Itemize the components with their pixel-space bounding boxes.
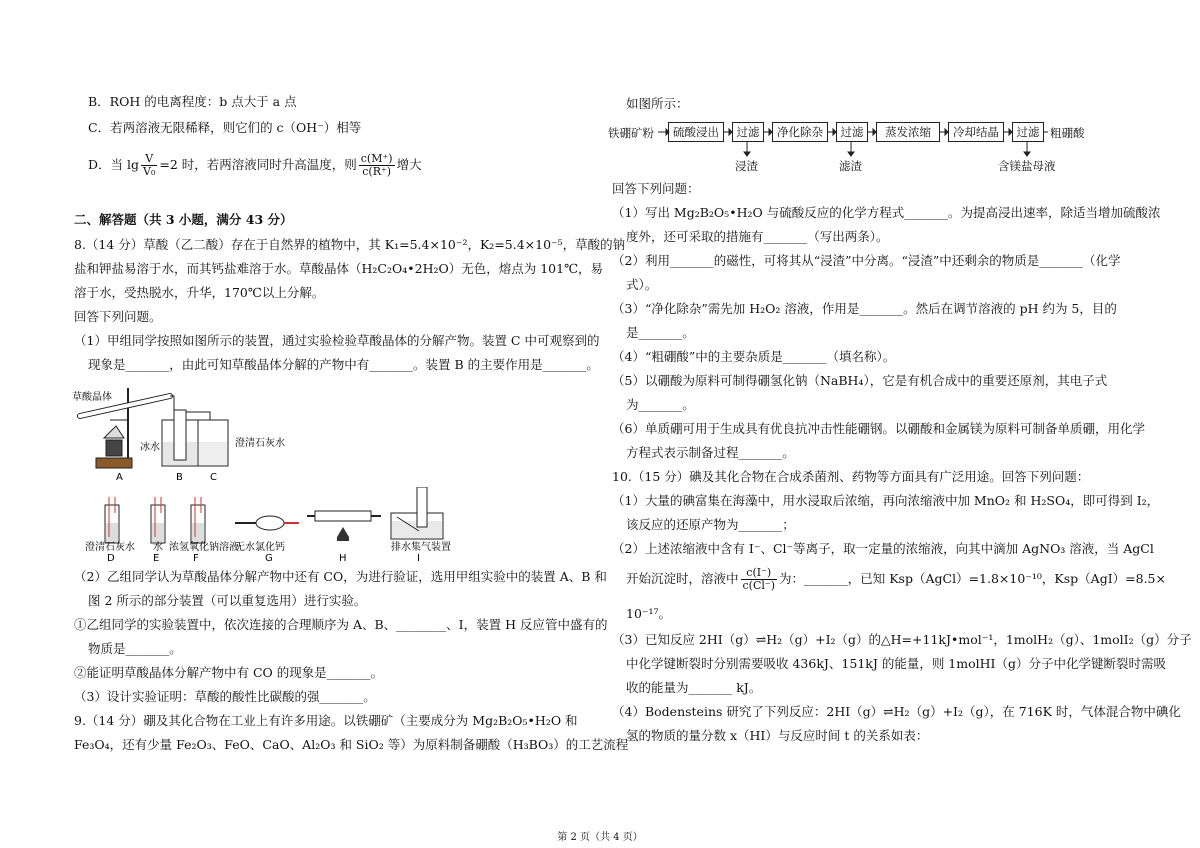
svg-text:D: D [107,553,115,564]
svg-text:排水集气装置: 排水集气装置 [391,542,451,553]
svg-text:澄清石灰水: 澄清石灰水 [85,542,135,553]
q9-part2-line-2: 式）。 [626,277,658,292]
page-footer: 第 2 页（共 4 页） [557,832,643,843]
q8-part2-line-3: ①乙组同学的实验装置中，依次连接的合理顺序为 A、B、________、I，装置 H 反应管中盛有的 [74,617,608,632]
svg-text:I: I [417,553,420,564]
q9-part6-line-1: （6）单质硼可用于生成具有优良抗冲击性能硼钢。以硼酸和金属镁为原料可制备单质硼，用化学 [612,421,1145,436]
q8-part2-line-2: 图 2 所示的部分装置（可以重复选用）进行实验。 [88,593,367,608]
q9-part3-line-1: （3）“净化除杂”需先加 H₂O₂ 溶液，作用是_______。然后在调节溶液的 pH 约为 5，目的 [612,301,1117,316]
q8-part2-line-5: ②能证明草酸晶体分解产物中有 CO 的现象是_______。 [74,665,384,680]
flow-step-filter-1: 过滤 [732,122,764,142]
flow-out-mother-liquor: 含镁盐母液 [998,159,1056,173]
flow-step-leach: 硫酸浸出 [668,122,724,142]
q8-part2-line-4: 物质是_______。 [88,641,182,656]
q9-part1-line-1: （1）写出 Mg₂B₂O₅•H₂O 与硫酸反应的化学方程式_______。为提高浸出速率，除适当增加硫酸浓 [612,205,1161,220]
flow-end: 粗硼酸 [1050,126,1085,140]
section-heading: 二、解答题（共 3 小题，满分 43 分） [74,212,293,227]
q9-part6-line-2: 方程式表示制备过程_______。 [626,445,795,460]
option-b: B．ROH 的电离程度：b 点大于 a 点 [88,94,297,109]
svg-text:G: G [265,553,273,564]
q8-line-4: 回答下列问题。 [74,309,162,324]
apparatus-figure-2 [85,487,465,565]
q8-line-3: 溶于水，受热脱水，升华，170℃以上分解。 [74,285,325,300]
flow-step-crystallize: 冷却结晶 [948,122,1004,142]
q9-line-2: Fe₃O₄，还有少量 Fe₂O₃、FeO、CaO、Al₂O₃ 和 SiO₂ 等）为原料制备硼酸（H₃BO₃）的工艺流程 [74,737,629,752]
q9-part3-line-2: 是_______。 [626,325,695,340]
q9-part5-line-1: （5）以硼酸为原料可制得硼氢化钠（NaBH₄），它是有机合成中的重要还原剂，其电子式 [612,373,1108,388]
q10-part2-line-3: 10⁻¹⁷。 [626,606,672,621]
flow-start: 铁硼矿粉 [608,126,654,140]
flow-intro: 如图所示： [626,96,689,111]
q10-part3-line-1: （3）已知反应 2HI（g）⇌H₂（g）+I₂（g）的△H=+11kJ•mol⁻¹，1molH₂（g）、1molI₂（g）分子 [612,632,1192,647]
flow-arrows [608,122,1048,172]
process-flowchart [608,122,1056,173]
q10-line-1: 10.（15 分）碘及其化合物在合成杀菌剂、药物等方面具有广泛用途。回答下列问题： [612,469,1090,484]
flow-step-filter-3: 过滤 [1012,122,1044,142]
q10-part3-line-2: 中化学键断裂时分别需要吸收 436kJ、151kJ 的能量，则 1molHI（g）分子中化学键断裂时需吸 [626,656,1166,671]
svg-text:澄清石灰水: 澄清石灰水 [235,438,285,449]
svg-text:无水氯化钙: 无水氯化钙 [235,542,285,553]
q10-part3-line-3: 收的能量为_______ kJ。 [626,680,762,695]
svg-text:C: C [210,472,217,483]
svg-text:浓氢氧化钠溶液: 浓氢氧化钠溶液 [169,542,239,553]
flow-out-filter-residue: 滤渣 [839,159,862,173]
svg-text:冰水: 冰水 [140,442,160,453]
q8-part3: （3）设计实验证明：草酸的酸性比碳酸的强_______。 [74,689,376,704]
q9-part1-line-2: 度外，还可采取的措施有_______（写出两条）。 [626,229,889,244]
flow-out-residue: 浸渣 [735,159,758,173]
q8-part1-line-1: （1）甲组同学按照如图所示的装置，通过实验检验草酸晶体的分解产物。装置 C 中可观察到的 [74,333,600,348]
apparatus-figure-1 [70,380,340,485]
fraction-ci-ccl: $\frac{c(I^-)}{c(Cl^-)}$ [742,566,775,592]
fraction-cm-cr: $\frac{c(M^+)}{c(R^+)}$ [360,152,393,178]
burner [106,440,122,456]
flow-step-filter-2: 过滤 [836,122,868,142]
q9-prompt: 回答下列问题： [612,181,700,196]
q8-part2-line-1: （2）乙组同学认为草酸晶体分解产物中还有 CO，为进行验证，选用甲组实验中的装置 A、B 和 [74,569,607,584]
option-d: D．当 lg $\frac{V}{\text{V₀}}$ =2 时，若两溶液同时升高温度，则 $\frac{c(M^+)}{c(R^+)}$ 增大 [88,152,422,178]
q8-line-1: 8.（14 分）草酸（乙二酸）存在于自然界的植物中，其 K₁=5.4×10⁻²，K₂=5.4×10⁻⁵，草酸的钠 [74,237,626,252]
q10-part2-line-1: （2）上述浓缩液中含有 I⁻、Cl⁻等离子，取一定量的浓缩液，向其中滴加 AgNO₃ 溶液，当 AgCl [612,541,1154,556]
svg-text:B: B [176,472,183,483]
fraction-v-v0: $\frac{V}{\text{V₀}}$ [143,152,156,178]
svg-text:水: 水 [153,542,163,553]
svg-text:E: E [153,553,160,564]
svg-text:H: H [339,553,347,564]
svg-text:A: A [116,472,123,483]
option-c: C．若两溶液无限稀释，则它们的 c（OH⁻）相等 [88,120,362,135]
label-crystal: 草酸晶体 [72,392,112,403]
q8-part1-line-2: 现象是_______，由此可知草酸晶体分解的产物中有_______。装置 B 的主要作用是_______。 [88,357,599,372]
q9-part5-line-2: 为_______。 [626,397,695,412]
q10-part1-line-1: （1）大量的碘富集在海藻中，用水浸取后浓缩，再向浓缩液中加 MnO₂ 和 H₂SO₄，即可得到 I₂， [612,493,1160,508]
svg-text:F: F [193,553,199,564]
q10-part4-line-2: 氢的物质的量分数 x（HI）与反应时间 t 的关系如表： [626,728,929,743]
q10-part2-line-2: 开始沉淀时，溶液中 $\frac{c(I^-)}{c(Cl^-)}$ 为：_______，已知 Ksp（AgCl）=1.8×10⁻¹⁰，Ksp（AgI）=8.5× [626,566,1166,592]
q9-line-1: 9.（14 分）硼及其化合物在工业上有许多用途。以铁硼矿（主要成分为 Mg₂B₂O₅•H₂O 和 [74,713,578,728]
q10-part4-line-1: （4）Bodensteins 研究了下列反应：2HI（g）⇌H₂（g）+I₂（g），在 716K 时，气体混合物中碘化 [612,704,1181,719]
q9-part4: （4）“粗硼酸”中的主要杂质是_______（填名称）。 [612,349,896,364]
q9-part2-line-1: （2）利用_______的磁性，可将其从“浸渣”中分离。“浸渣”中还剩余的物质是_______（化学 [612,253,1121,268]
q10-part1-line-2: 该反应的还原产物为_______； [626,517,795,532]
q8-line-2: 盐和钾盐易溶于水，而其钙盐难溶于水。草酸晶体（H₂C₂O₄•2H₂O）无色，熔点为 101℃，易 [74,261,604,276]
stand-base [96,458,132,468]
burner-flame [104,426,124,438]
flow-step-evaporate: 蒸发浓缩 [876,122,940,142]
flow-step-purify: 净化除杂 [772,122,828,142]
